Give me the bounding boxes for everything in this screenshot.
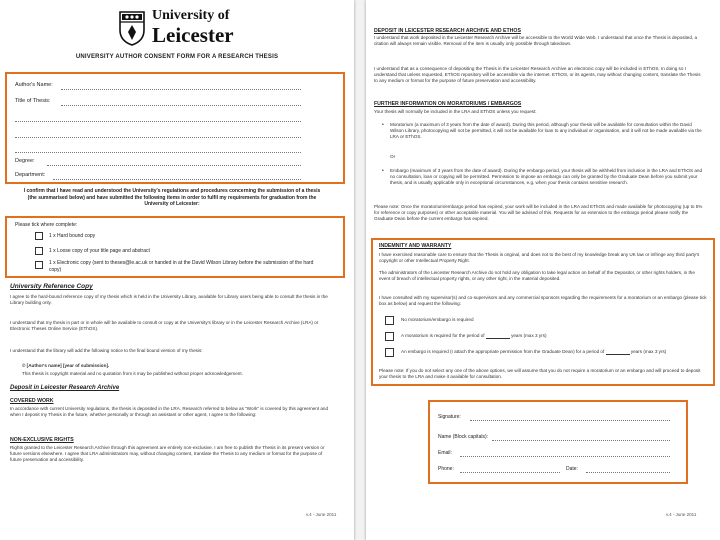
moratorium-heading: FURTHER INFORMATION ON MORATORIUMS / EMBARGOS bbox=[374, 101, 522, 107]
or-text: Or bbox=[390, 154, 396, 159]
thesis-title-field-3[interactable] bbox=[15, 137, 301, 138]
warranty-options-box bbox=[371, 238, 715, 386]
covered-work-heading: COVERED WORK bbox=[10, 398, 54, 404]
non-exclusive-text: Rights granted to the Leicester Research Archive through this agreement are entirely non-exclusive. I am free to publish the Thesis in its present version or future versions elsewhere. I agree that LRA administrators may, without changing content, translate the Thesis to any medium or format for the purpose of future preservation and accessibility. bbox=[10, 445, 325, 462]
phone-field[interactable] bbox=[460, 472, 560, 473]
moratorium-intro: Your thesis will normally be included in the LRA and EThOS unless you request: bbox=[374, 109, 537, 114]
deposit-text: I understand that work deposited in the Leicester Research Archive will be accessible to the World Wide Web. I understand that once the Thesis is deposited, a citation will always remain visible. Removal of the item is usually only possible through takedown. bbox=[374, 35, 698, 46]
checkbox-electronic-copy[interactable] bbox=[35, 261, 43, 269]
checklist-item-1: 1 x Hard bound copy bbox=[49, 233, 96, 239]
author-name-field[interactable] bbox=[61, 89, 301, 90]
moratorium-years-field[interactable] bbox=[486, 333, 510, 339]
university-crest-icon bbox=[118, 10, 146, 46]
moratorium-bullet: Moratorium (a maximum of 3 years from the date of award). During this period, although your thesis will be available for consultation within the David Wilson Library, photocopying will not be permitted, it will not be available for loan to any individual or organisation, and it will not be made available via the LRA or EThOS. bbox=[390, 122, 702, 139]
author-name-label: Author's Name: bbox=[15, 82, 53, 88]
checkbox-no-moratorium[interactable] bbox=[385, 316, 394, 325]
degree-field[interactable] bbox=[47, 165, 301, 166]
degree-label: Degree: bbox=[15, 158, 35, 164]
warranty-heading: INDEMNITY AND WARRANTY bbox=[379, 243, 452, 249]
please-note-2-text: Please note: If you do not select any one of the above options, we will assume that you do not require a moratorium or an embargo and will proceed to deposit your thesis to the LRA and make it available for consultation. bbox=[379, 368, 701, 379]
checkbox-embargo[interactable] bbox=[385, 348, 394, 357]
please-note-text: Please note: Once the moratorium/embargo period has expired, your work will be included in the LRA and EThOS and made available for photocopying (up to 5% for reference or copy purposes) or other acceptable material. You will be advised of this. Requests for an extension to the embargo period please notify the Graduate Dean before the current embargo has expired. bbox=[374, 204, 703, 221]
thesis-title-field[interactable] bbox=[61, 105, 301, 106]
consent-form-page-2 bbox=[366, 0, 720, 540]
option-no-moratorium: No moratorium/embargo is required bbox=[401, 317, 474, 322]
deposit-heading: DEPOSIT IN LEICESTER RESEARCH ARCHIVE AND ETHOS bbox=[374, 28, 521, 34]
page-1-footer: v.4 - June 2011 bbox=[306, 512, 337, 517]
checklist-item-3: 1 x Electronic copy (sent to theses@le.ac.uk or handed in at the David Wilson Library before the submission of the hard copy) bbox=[49, 260, 314, 273]
reference-copy-para-3: I understand that the library will add the following notice to the final bound version of my thesis: bbox=[10, 348, 203, 353]
department-field[interactable] bbox=[53, 179, 301, 180]
archive-heading: Deposit in Leicester Research Archive bbox=[10, 385, 120, 391]
checkbox-hard-copy[interactable] bbox=[35, 232, 43, 240]
university-logo bbox=[118, 8, 258, 54]
name-label: Name (Block capitals): bbox=[438, 434, 489, 440]
logo-line-1: University of bbox=[152, 8, 230, 23]
email-field[interactable] bbox=[460, 456, 670, 457]
thesis-title-label: Title of Thesis: bbox=[15, 98, 51, 104]
signature-field[interactable] bbox=[470, 420, 670, 421]
checkbox-moratorium[interactable] bbox=[385, 332, 394, 341]
phone-label: Phone: bbox=[438, 466, 454, 472]
reference-copy-para-1: I agree to the hard-bound reference copy of my thesis which is held in the University Library, available for Library users being able to consult the thesis in the Library building only. bbox=[10, 294, 328, 305]
warranty-text-1: I have exercised reasonable care to ensure that the Thesis is original, and does not to the best of my knowledge break any UK law or infringe any third party's copyright or other Intellectual Property Right. bbox=[379, 252, 700, 263]
warranty-text-3: I have consulted with my supervisor(s) and co-supervisors and any commercial sponsors regarding the requirements for a moratorium or an embargo (please tick box as below) and request the following: bbox=[379, 295, 707, 306]
checklist-intro: Please tick where complete: bbox=[15, 222, 78, 228]
page-2-footer: v.4 - June 2011 bbox=[666, 512, 697, 517]
checkbox-loose-copy[interactable] bbox=[35, 247, 43, 255]
embargo-bullet: Embargo (maximum of 3 years from the date of award). During the embargo period, your thesis will be withheld from inclusion in the LRA and EThOS and no consultation, loan or copying will be permitted. Permission to impose an embargo can only be granted by the Graduate Dean before you submit your thesis, and is usually applicable only in exceptional circumstances, e.g. when your thesis contains sensitive research. bbox=[390, 168, 703, 185]
form-title: UNIVERSITY AUTHOR CONSENT FORM FOR A RESEARCH THESIS bbox=[75, 54, 279, 60]
logo-line-2: Leicester bbox=[152, 23, 234, 47]
embargo-years-field[interactable] bbox=[606, 349, 630, 355]
name-field[interactable] bbox=[492, 440, 670, 441]
bullet-icon: • bbox=[382, 122, 384, 128]
thesis-title-field-4[interactable] bbox=[15, 152, 301, 153]
covered-work-text: In accordance with current University regulations, the thesis is deposited in the LRA. Research referred to below as "Work" is covered by this agreement and when I deposit my Thesis in the future, whether personally or through an assistant or other agent, I agree to the following: bbox=[10, 406, 329, 417]
page-gutter bbox=[354, 0, 366, 540]
department-label: Department: bbox=[15, 172, 46, 178]
signature-box bbox=[428, 400, 688, 484]
option-embargo: An embargo is required (I attach the appropriate permission from the Graduate Dean) for a period of years (max 3 yrs) bbox=[401, 349, 667, 354]
submission-checklist-box bbox=[5, 216, 345, 278]
thesis-title-field-2[interactable] bbox=[15, 121, 301, 122]
reference-copy-heading: University Reference Copy bbox=[10, 283, 93, 290]
checklist-item-2: 1 x Loose copy of your title page and abstract bbox=[49, 248, 150, 254]
reference-copy-para-2: I understand that my thesis in part or in whole will be available to consult or copy at the University's library or in the Leicester Research Archive (LRA) or Electronic Theses Online Service (EThOS). bbox=[10, 320, 319, 331]
copyright-notice-1: © [Author's name] [year of submission]. bbox=[22, 363, 110, 368]
email-label: Email: bbox=[438, 450, 452, 456]
warranty-text-2: The administrators of the Leicester Research Archive do not hold any obligation to take legal action on behalf of the Depositor, or other rights holders, in the event of breach of intellectual property rights, or any other right, in the material deposited. bbox=[379, 270, 695, 281]
ethos-text: I understand that as a consequence of depositing the Thesis in the Leicester Research Archive an electronic copy will be included in EThOS. In doing so I understand that unless requested, EThOS repository will be accessible via the internet. EThOS, or its agents, may without changing content, translate the Thesis to any medium or format for the purpose of future preservation and accessibility. bbox=[374, 66, 701, 83]
consent-form-page-1 bbox=[0, 0, 354, 540]
bullet-icon: • bbox=[382, 168, 384, 174]
date-label: Date: bbox=[566, 466, 578, 472]
signature-label: Signature: bbox=[438, 414, 461, 420]
option-moratorium: A moratorium is required for the period of years (max 3 yrs) bbox=[401, 333, 547, 338]
non-exclusive-heading: NON-EXCLUSIVE RIGHTS bbox=[10, 437, 74, 443]
author-details-box bbox=[5, 72, 345, 184]
date-field[interactable] bbox=[586, 472, 670, 473]
declaration-text: I confirm that I have read and understood the University's regulations and procedures concerning the submission of a thesis (the summarised below) and have submitted the following items in order to fulfil my requirements for graduation from the University of Leicester: bbox=[23, 188, 321, 207]
copyright-notice-2: This thesis is copyright material and no quotation from it may be published without proper acknowledgement. bbox=[22, 371, 243, 376]
